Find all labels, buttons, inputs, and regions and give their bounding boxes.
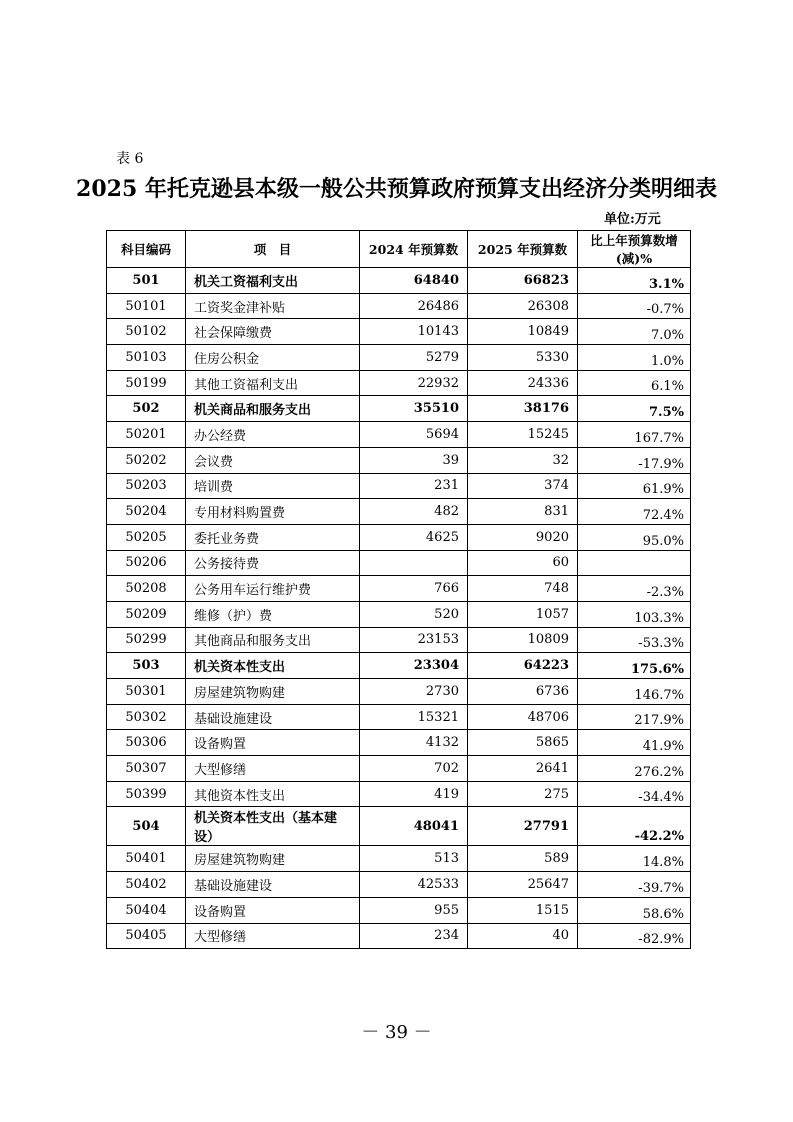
table-row	[107, 730, 691, 756]
cell-budget-2025: 24336	[468, 370, 578, 396]
cell-code: 50404	[107, 897, 186, 923]
cell-budget-2025: 748	[468, 576, 578, 602]
table-header-row	[107, 231, 691, 268]
cell-budget-2024: 234	[360, 923, 468, 949]
cell-item: 公务用车运行维护费	[186, 576, 360, 602]
cell-item: 基础设施建设	[186, 872, 360, 898]
cell-code: 50307	[107, 756, 186, 782]
cell-budget-2024: 48041	[360, 807, 468, 846]
cell-budget-2024: 64840	[360, 268, 468, 294]
cell-change: 6.1%	[578, 370, 691, 396]
cell-code: 50405	[107, 923, 186, 949]
cell-change: 146.7%	[578, 679, 691, 705]
cell-budget-2025: 6736	[468, 679, 578, 705]
header-budget-2024: 2024 年预算数	[360, 231, 468, 268]
cell-change: 167.7%	[578, 422, 691, 448]
cell-code: 50201	[107, 422, 186, 448]
table-row	[107, 872, 691, 898]
cell-item: 其他商品和服务支出	[186, 627, 360, 653]
table-row	[107, 923, 691, 949]
cell-code: 50199	[107, 370, 186, 396]
cell-budget-2025: 26308	[468, 293, 578, 319]
cell-change: -42.2%	[578, 807, 691, 846]
cell-change: 7.5%	[578, 396, 691, 422]
table-row	[107, 345, 691, 371]
cell-budget-2025: 589	[468, 846, 578, 872]
cell-budget-2024: 35510	[360, 396, 468, 422]
budget-table	[106, 230, 691, 949]
table-row	[107, 601, 691, 627]
cell-change: 41.9%	[578, 730, 691, 756]
table-row	[107, 396, 691, 422]
cell-item: 机关资本性支出	[186, 653, 360, 679]
table-row	[107, 576, 691, 602]
cell-code: 50399	[107, 781, 186, 807]
cell-budget-2024: 23304	[360, 653, 468, 679]
cell-budget-2025: 10849	[468, 319, 578, 345]
cell-change: 14.8%	[578, 846, 691, 872]
cell-code: 50103	[107, 345, 186, 371]
cell-change: 217.9%	[578, 704, 691, 730]
cell-item: 机关工资福利支出	[186, 268, 360, 294]
cell-budget-2025: 64223	[468, 653, 578, 679]
cell-change: 276.2%	[578, 756, 691, 782]
cell-code: 504	[107, 807, 186, 846]
cell-budget-2024: 482	[360, 499, 468, 525]
cell-budget-2024: 513	[360, 846, 468, 872]
cell-change: -82.9%	[578, 923, 691, 949]
cell-budget-2025: 40	[468, 923, 578, 949]
cell-change: 3.1%	[578, 268, 691, 294]
header-code: 科目编码	[107, 231, 186, 268]
table-row	[107, 473, 691, 499]
cell-item: 房屋建筑物购建	[186, 846, 360, 872]
cell-code: 50402	[107, 872, 186, 898]
cell-budget-2024: 955	[360, 897, 468, 923]
table-row	[107, 370, 691, 396]
cell-item: 住房公积金	[186, 345, 360, 371]
cell-budget-2024: 23153	[360, 627, 468, 653]
cell-code: 503	[107, 653, 186, 679]
cell-item: 维修（护）费	[186, 601, 360, 627]
cell-item: 公务接待费	[186, 550, 360, 576]
table-row	[107, 550, 691, 576]
table-row	[107, 447, 691, 473]
table-row	[107, 704, 691, 730]
cell-code: 50205	[107, 524, 186, 550]
cell-budget-2024: 10143	[360, 319, 468, 345]
cell-change: 103.3%	[578, 601, 691, 627]
cell-change: 175.6%	[578, 653, 691, 679]
cell-budget-2025: 374	[468, 473, 578, 499]
table-row	[107, 781, 691, 807]
table-row	[107, 319, 691, 345]
cell-item: 工资奖金津补贴	[186, 293, 360, 319]
cell-budget-2025: 1057	[468, 601, 578, 627]
cell-budget-2025: 25647	[468, 872, 578, 898]
cell-change: -34.4%	[578, 781, 691, 807]
cell-code: 50306	[107, 730, 186, 756]
cell-budget-2024: 4625	[360, 524, 468, 550]
cell-change: 95.0%	[578, 524, 691, 550]
cell-budget-2025: 15245	[468, 422, 578, 448]
cell-code: 50302	[107, 704, 186, 730]
cell-budget-2024: 4132	[360, 730, 468, 756]
cell-item: 机关商品和服务支出	[186, 396, 360, 422]
cell-item: 委托业务费	[186, 524, 360, 550]
cell-budget-2024: 39	[360, 447, 468, 473]
cell-budget-2025: 10809	[468, 627, 578, 653]
cell-item: 专用材料购置费	[186, 499, 360, 525]
cell-budget-2025: 32	[468, 447, 578, 473]
cell-code: 50102	[107, 319, 186, 345]
cell-change: 61.9%	[578, 473, 691, 499]
table-row	[107, 756, 691, 782]
table-row	[107, 627, 691, 653]
cell-budget-2025: 1515	[468, 897, 578, 923]
cell-item: 大型修缮	[186, 923, 360, 949]
cell-code: 502	[107, 396, 186, 422]
cell-change: -0.7%	[578, 293, 691, 319]
cell-change: -39.7%	[578, 872, 691, 898]
cell-budget-2024: 5279	[360, 345, 468, 371]
table-row	[107, 679, 691, 705]
cell-budget-2025: 60	[468, 550, 578, 576]
cell-change: 72.4%	[578, 499, 691, 525]
table-row	[107, 846, 691, 872]
cell-item: 大型修缮	[186, 756, 360, 782]
cell-code: 50202	[107, 447, 186, 473]
table-row	[107, 293, 691, 319]
cell-budget-2025: 2641	[468, 756, 578, 782]
cell-item: 机关资本性支出（基本建设）	[186, 807, 360, 846]
cell-code: 50401	[107, 846, 186, 872]
cell-budget-2024	[360, 550, 468, 576]
header-item: 项 目	[186, 231, 360, 268]
table-row	[107, 897, 691, 923]
cell-change: 58.6%	[578, 897, 691, 923]
cell-item: 房屋建筑物购建	[186, 679, 360, 705]
cell-budget-2024: 22932	[360, 370, 468, 396]
cell-change	[578, 550, 691, 576]
page-number: － 39 －	[361, 1022, 432, 1043]
table-label: 表 6	[116, 151, 144, 167]
table-row	[107, 524, 691, 550]
cell-budget-2025: 48706	[468, 704, 578, 730]
page-title: 2025 年托克逊县本级一般公共预算政府预算支出经济分类明细表	[76, 176, 717, 202]
cell-code: 50299	[107, 627, 186, 653]
cell-budget-2025: 5865	[468, 730, 578, 756]
cell-budget-2024: 231	[360, 473, 468, 499]
cell-budget-2024: 702	[360, 756, 468, 782]
cell-change: 7.0%	[578, 319, 691, 345]
cell-budget-2024: 5694	[360, 422, 468, 448]
cell-budget-2025: 275	[468, 781, 578, 807]
table-row	[107, 653, 691, 679]
cell-budget-2024: 766	[360, 576, 468, 602]
table-row	[107, 807, 691, 846]
cell-budget-2025: 38176	[468, 396, 578, 422]
cell-code: 50209	[107, 601, 186, 627]
cell-budget-2024: 26486	[360, 293, 468, 319]
cell-budget-2025: 27791	[468, 807, 578, 846]
cell-budget-2024: 42533	[360, 872, 468, 898]
cell-item: 基础设施建设	[186, 704, 360, 730]
cell-budget-2025: 5330	[468, 345, 578, 371]
cell-item: 其他资本性支出	[186, 781, 360, 807]
cell-budget-2024: 419	[360, 781, 468, 807]
cell-item: 会议费	[186, 447, 360, 473]
cell-budget-2025: 66823	[468, 268, 578, 294]
cell-item: 办公经费	[186, 422, 360, 448]
cell-code: 50206	[107, 550, 186, 576]
cell-budget-2024: 520	[360, 601, 468, 627]
cell-change: 1.0%	[578, 345, 691, 371]
cell-item: 社会保障缴费	[186, 319, 360, 345]
cell-change: -53.3%	[578, 627, 691, 653]
cell-item: 设备购置	[186, 730, 360, 756]
cell-item: 培训费	[186, 473, 360, 499]
cell-code: 50204	[107, 499, 186, 525]
cell-budget-2024: 15321	[360, 704, 468, 730]
table-row	[107, 268, 691, 294]
cell-item: 设备购置	[186, 897, 360, 923]
cell-change: -2.3%	[578, 576, 691, 602]
table-row	[107, 499, 691, 525]
unit-label: 单位:万元	[604, 212, 661, 227]
table-row	[107, 422, 691, 448]
cell-budget-2025: 831	[468, 499, 578, 525]
table-body	[107, 268, 691, 949]
cell-code: 50203	[107, 473, 186, 499]
header-budget-2025: 2025 年预算数	[468, 231, 578, 268]
cell-change: -17.9%	[578, 447, 691, 473]
cell-budget-2025: 9020	[468, 524, 578, 550]
header-change: 比上年预算数增(减)%	[578, 231, 691, 268]
cell-code: 50301	[107, 679, 186, 705]
cell-item: 其他工资福利支出	[186, 370, 360, 396]
cell-code: 50208	[107, 576, 186, 602]
cell-code: 501	[107, 268, 186, 294]
cell-code: 50101	[107, 293, 186, 319]
cell-budget-2024: 2730	[360, 679, 468, 705]
